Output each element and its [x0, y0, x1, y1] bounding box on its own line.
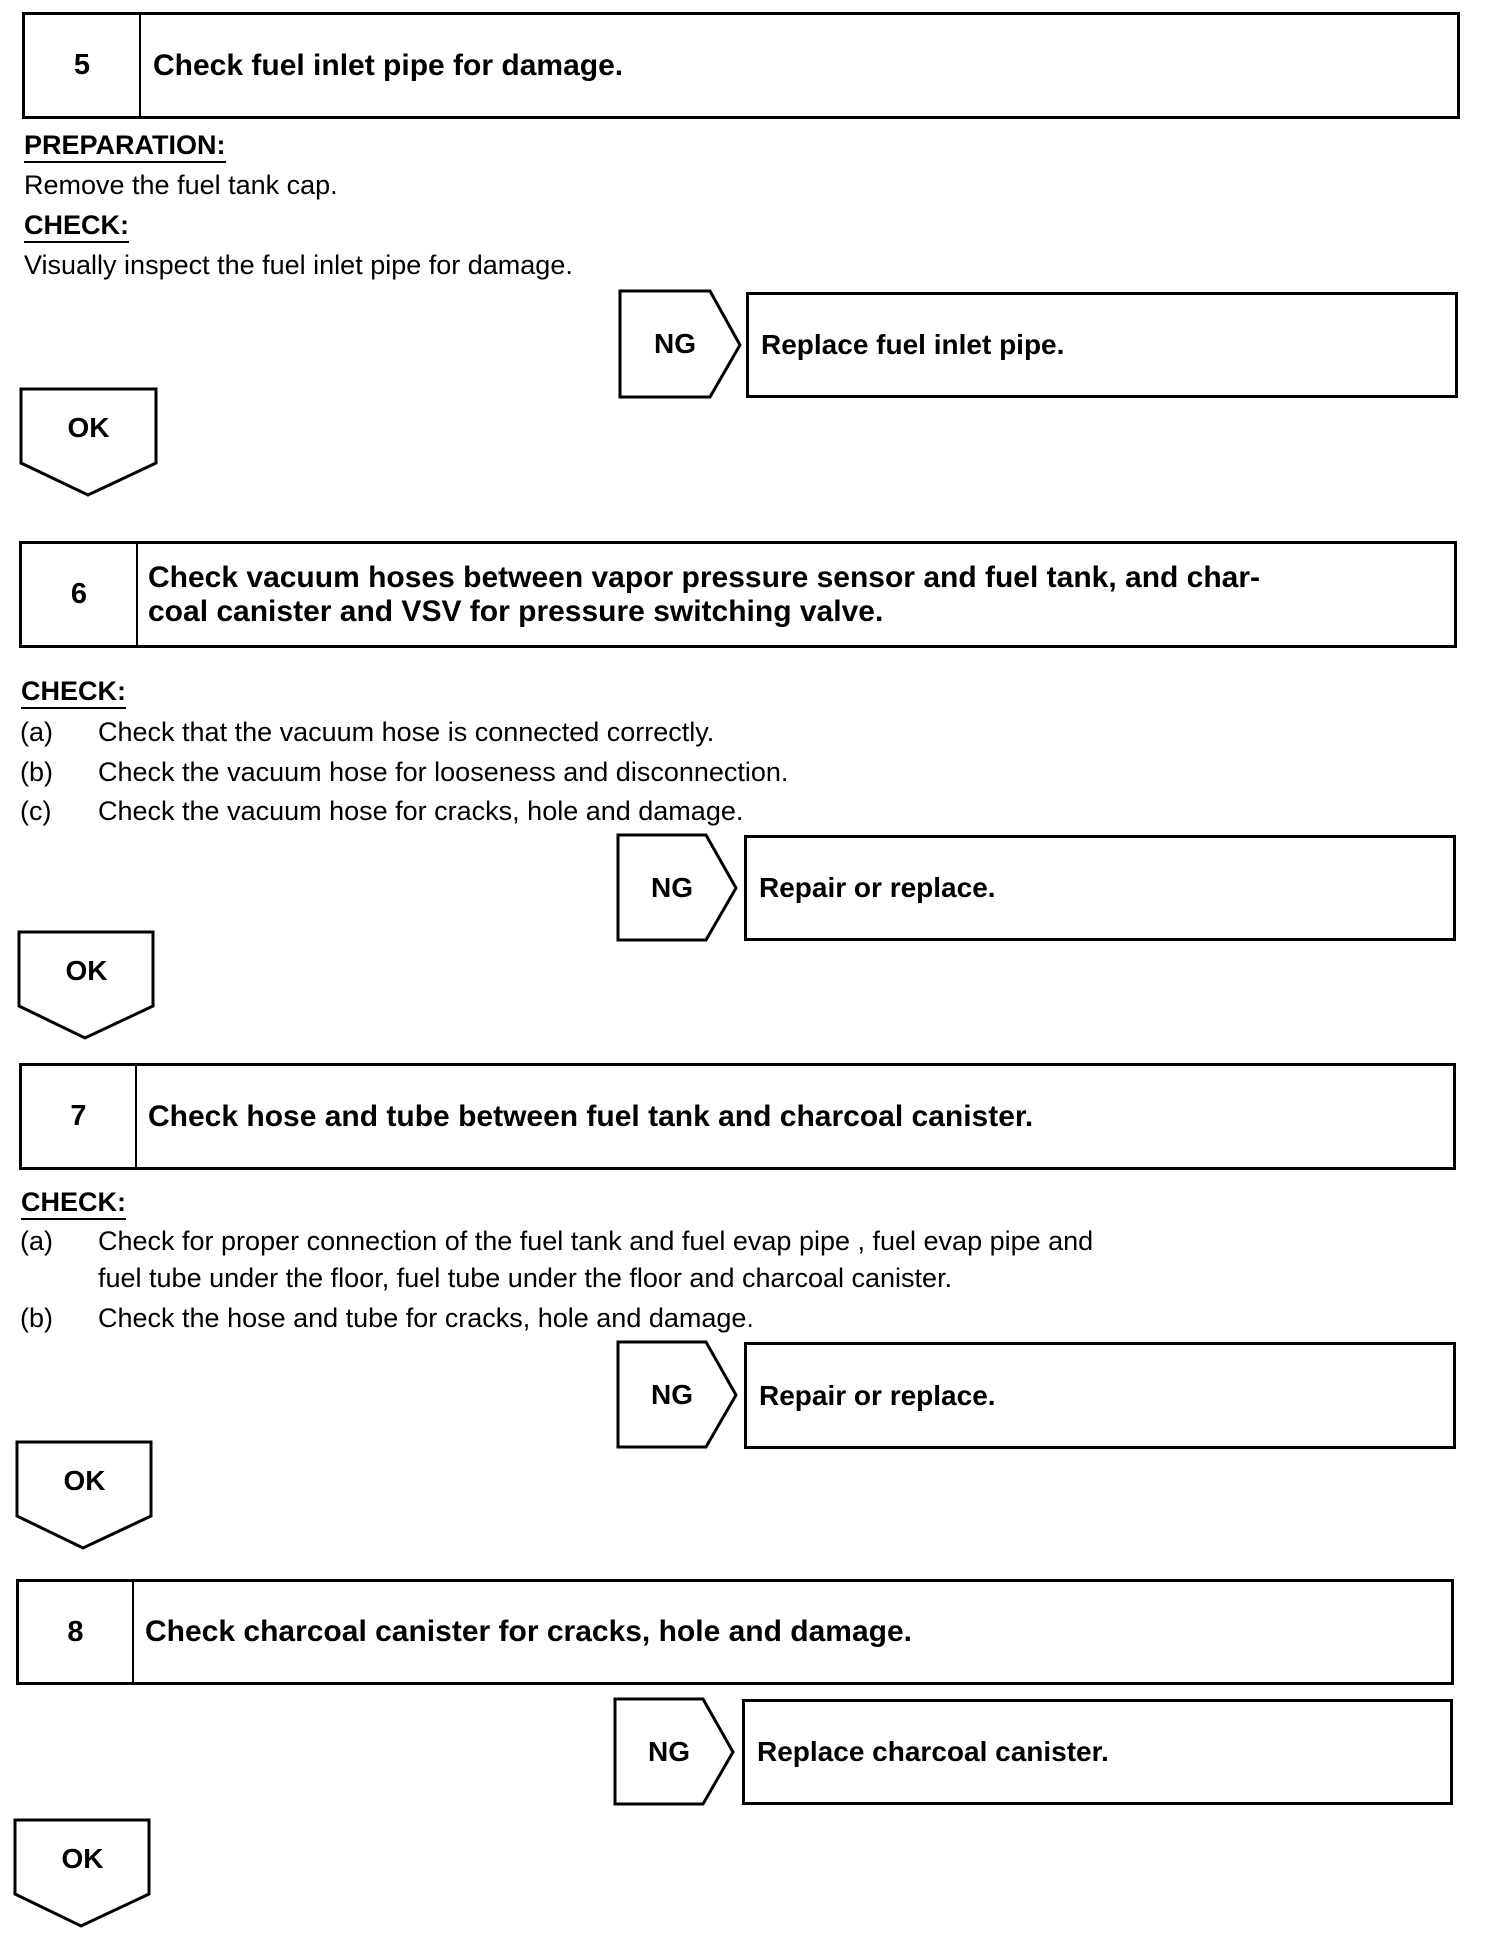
step-number: 7: [22, 1066, 137, 1167]
step-title: Check hose and tube between fuel tank and charcoal canister.: [148, 1099, 1034, 1133]
ng-action-box: Repair or replace.: [744, 1342, 1456, 1449]
ok-label: OK: [61, 1843, 104, 1874]
ng-action-box: Repair or replace.: [744, 835, 1456, 941]
step-title: Check charcoal canister for cracks, hole and damage.: [145, 1615, 912, 1648]
ok-label: OK: [67, 412, 110, 443]
step-number: 8: [19, 1582, 134, 1682]
ok-label: OK: [63, 1465, 106, 1496]
ng-action-box: Replace charcoal canister.: [742, 1699, 1453, 1805]
item-letter: (b): [20, 757, 53, 787]
ng-label: NG: [648, 1736, 690, 1767]
check-label: CHECK:: [24, 210, 129, 241]
step-title: Check fuel inlet pipe for damage.: [153, 48, 624, 82]
item-text: Check the vacuum hose for cracks, hole and damage.: [98, 796, 744, 826]
ng-label: NG: [651, 872, 693, 903]
ng-label: NG: [654, 328, 696, 359]
check-label: CHECK:: [21, 1187, 126, 1218]
item-letter: (a): [20, 717, 53, 747]
step-7-header: [19, 1063, 1456, 1170]
item-text: Check for proper connection of the fuel tank and fuel evap pipe , fuel evap pipe and: [98, 1226, 1094, 1256]
check-label: CHECK:: [21, 676, 126, 707]
item-text: Check the vacuum hose for looseness and disconnection.: [98, 757, 789, 787]
step-title: [148, 544, 1444, 645]
ng-action-box: Replace fuel inlet pipe.: [746, 292, 1458, 398]
item-letter: (c): [20, 796, 52, 826]
item-letter: (a): [20, 1226, 53, 1256]
ng-label: NG: [651, 1379, 693, 1410]
item-text: Check the hose and tube for cracks, hole and damage.: [98, 1303, 754, 1333]
step-number: 5: [25, 15, 141, 116]
preparation-text: Remove the fuel tank cap.: [24, 170, 338, 200]
item-text: Check that the vacuum hose is connected correctly.: [98, 717, 715, 747]
step-number: 6: [22, 544, 138, 645]
step-8-header: [16, 1579, 1454, 1685]
check-text: Visually inspect the fuel inlet pipe for damage.: [24, 250, 573, 280]
step-5-header: [22, 12, 1460, 119]
preparation-label: PREPARATION:: [24, 130, 226, 161]
step-title-line1: Check vacuum hoses between vapor pressure sensor and fuel tank, and char-: [148, 560, 1261, 594]
ok-label: OK: [65, 955, 108, 986]
item-letter: (b): [20, 1303, 53, 1333]
step-6-header: [19, 541, 1457, 648]
item-text-continued: fuel tube under the floor, fuel tube under the floor and charcoal canister.: [98, 1263, 953, 1293]
step-title-line2: coal canister and VSV for pressure switching valve.: [148, 594, 884, 628]
